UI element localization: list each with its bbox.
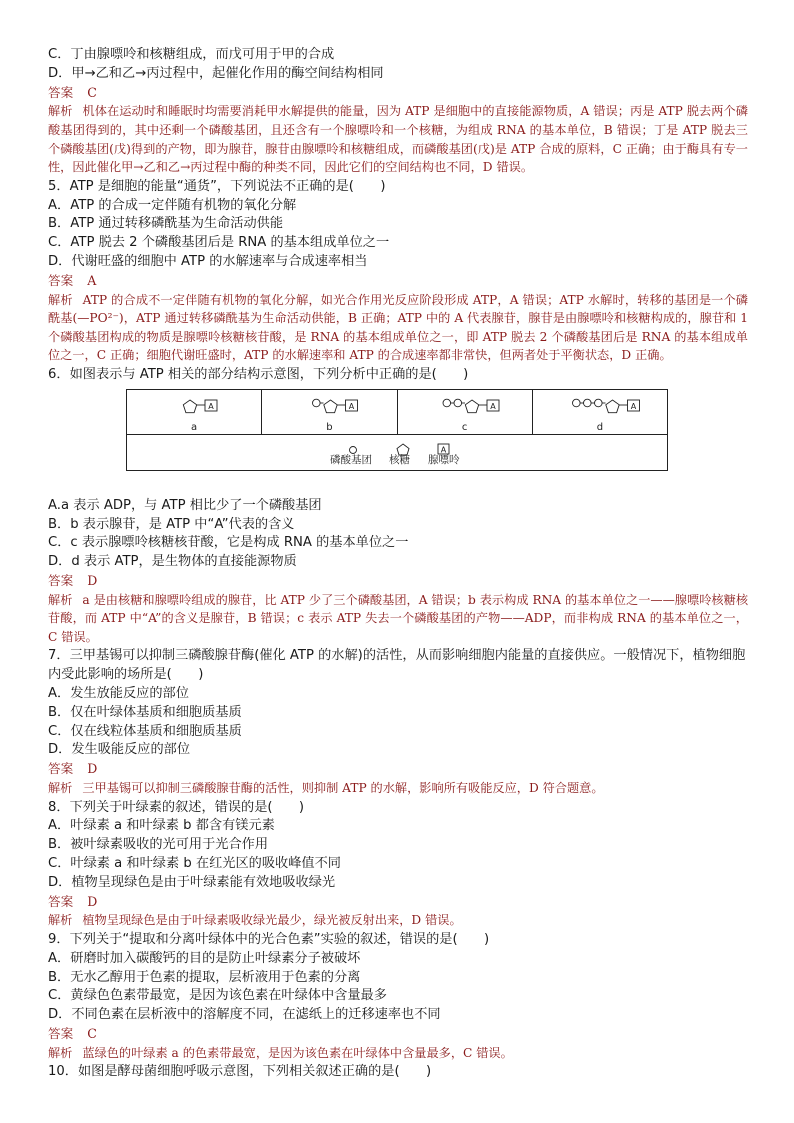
q5-option-d: D．代谢旺盛的细胞中 ATP 的水解速率与合成速率相当 [48, 253, 368, 269]
answer-value: C [87, 84, 97, 100]
answer-label: 答案 [48, 272, 74, 288]
ribose [465, 400, 478, 413]
atp-structure-figure [126, 389, 668, 471]
q7-option-c: C．仅在线粒体基质和细胞质基质 [48, 723, 242, 739]
q5-answer [48, 272, 748, 291]
phosphate-group [572, 399, 580, 407]
structure-label: a [191, 421, 198, 433]
structure-label: c [461, 421, 468, 433]
q6-answer [48, 572, 748, 591]
legend-adenine: 腺嘌呤 [428, 453, 460, 466]
q7-option-d: D．发生吸能反应的部位 [48, 742, 191, 758]
adenine-symbol: A [349, 401, 355, 411]
explanation-label: 解析 [48, 292, 73, 307]
q7-option-b: B．仅在叶绿体基质和细胞质基质 [48, 704, 242, 720]
phosphate-group [313, 399, 321, 407]
answer-value: A [87, 272, 97, 288]
q6-option-a: A.a 表示 ADP，与 ATP 相比少了一个磷酸基团 [48, 497, 322, 513]
phosphate-group [454, 399, 462, 407]
q9-answer [48, 1025, 748, 1044]
explanation-label: 解析 [48, 592, 73, 607]
legend-ribose: 核糖 [389, 453, 410, 466]
ribose [324, 400, 337, 413]
q9-option-a: A．研磨时加入碳酸钙的目的是防止叶绿素分子被破坏 [48, 950, 361, 966]
structure-diagram [533, 393, 667, 423]
q5-option-b: B．ATP 通过转移磷酰基为生命活动供能 [48, 216, 284, 232]
explanation-text: a 是由核糖和腺嘌呤组成的腺苷，比 ATP 少了三个磷酸基团，A 错误；b 表示构成 RNA 的基本单位之一——腺嘌呤核糖核苷酸，而 ATP 中“A”的含义是腺苷，B 错误；c 表示 ATP 失去一个磷酸基团的产物——ADP，而非构成 RNA 的基本单位之一，C 错误。 [48, 592, 749, 644]
adenine-symbol: A [208, 401, 214, 411]
answer-label: 答案 [48, 572, 74, 588]
answer-label: 答案 [48, 893, 74, 909]
q8-option-c: C．叶绿素 a 和叶绿素 b 在红光区的吸收峰值不同 [48, 856, 341, 872]
q5-option-c: C．ATP 脱去 2 个磷酸基团后是 RNA 的基本组成单位之一 [48, 235, 390, 251]
figure-structures-row [127, 390, 667, 435]
structure-cell-d [533, 390, 667, 434]
ribose [606, 400, 619, 413]
document-page [48, 46, 748, 1082]
phosphate-group [594, 399, 602, 407]
q8-option-b: B．被叶绿素吸收的光可用于光合作用 [48, 837, 269, 853]
structure-cell-a [127, 390, 262, 434]
explanation-text: 机体在运动时和睡眠时均需要消耗甲水解提供的能量，因为 ATP 是细胞中的直接能源物质，A 错误；丙是 ATP 脱去两个磷酸基团得到的，其中还剩一个磷酸基团，且还含有一个腺嘌呤和一个核糖，为组成 RNA 的基本单位，B 错误；丁是 ATP 脱去三个磷酸基团(戊)得到的产物，即为腺苷，腺苷由腺嘌呤和核糖组成，而磷酸基团(戊)是 ATP 合成的原料，C 正确；由于酶具有专一性，因此催化甲→乙和乙→丙过程中酶的种类不同，因此它们的空间结构也不同，D 错误。 [48, 104, 748, 175]
phosphate-group [583, 399, 591, 407]
q9-explanation [48, 1044, 748, 1063]
answer-label: 答案 [48, 761, 74, 777]
q6-stem: 6．如图表示与 ATP 相关的部分结构示意图，下列分析中正确的是( ) [48, 366, 469, 382]
explanation-text: 三甲基锡可以抑制三磷酸腺苷酶的活性，则抑制 ATP 的水解，影响所有吸能反应，D 符合题意。 [82, 781, 604, 796]
explanation-label: 解析 [48, 913, 73, 928]
answer-value: D [87, 893, 98, 909]
explanation-label: 解析 [48, 1045, 73, 1060]
q8-stem: 8．下列关于叶绿素的叙述，错误的是( ) [48, 799, 305, 815]
q6-explanation [48, 591, 748, 647]
explanation-text: ATP 的合成不一定伴随有机物的氧化分解，如光合作用光反应阶段形成 ATP，A 错误；ATP 水解时，转移的基团是一个磷酰基(—PO²⁻)，ATP 通过转移磷酰基为生命活动供能，B 正确；ATP 中的 A 代表腺苷，腺苷是由腺嘌呤和核糖构成的，腺苷和 1 个磷酸基团构成的物质是腺嘌呤核糖核苷酸，是 RNA 的基本组成单位之一，即 ATP 脱去 2 个磷酸基团后是 RNA 的基本组成单位之一，C 正确；细胞代谢旺盛时，ATP 的水解速率和 ATP 的合成速率都非常快，但两者处于平衡状态，D 正确。 [48, 292, 748, 363]
q5-explanation [48, 291, 748, 365]
ribose [183, 400, 196, 413]
q10-stem: 10．如图是酵母菌细胞呼吸示意图，下列相关叙述正确的是( ) [48, 1064, 432, 1080]
adenine-symbol: A [630, 401, 636, 411]
q7-option-a: A．发生放能反应的部位 [48, 686, 189, 702]
q8-answer [48, 893, 748, 912]
q7-explanation [48, 779, 748, 798]
q9-option-c: C．黄绿色色素带最宽，是因为该色素在叶绿体中含量最多 [48, 988, 387, 1004]
q9-option-d: D．不同色素在层析液中的溶解度不同，在滤纸上的迁移速率也不同 [48, 1007, 441, 1023]
legend-phosphate: 磷酸基团 [330, 453, 372, 466]
figure-legend [127, 438, 667, 468]
answer-value: D [87, 761, 98, 777]
answer-label: 答案 [48, 84, 74, 100]
answer-value: D [87, 572, 98, 588]
q7-stem: 7．三甲基锡可以抑制三磷酸腺苷酶(催化 ATP 的水解)的活性，从而影响细胞内能量的直接供应。一般情况下，植物细胞内受此影响的场所是( ) [48, 648, 746, 683]
q4-explanation [48, 102, 748, 176]
q4-option-c: C．丁由腺嘌呤和核糖组成，而戊可用于甲的合成 [48, 47, 335, 62]
q5-stem: 5．ATP 是细胞的能量“通货”，下列说法不正确的是( ) [48, 178, 386, 194]
q6-option-d: D．d 表示 ATP，是生物体的直接能源物质 [48, 554, 297, 570]
q8-option-a: A．叶绿素 a 和叶绿素 b 都含有镁元素 [48, 818, 275, 834]
explanation-label: 解析 [48, 781, 73, 796]
structure-label: b [326, 421, 333, 433]
structure-diagram [262, 393, 396, 423]
q4-option-d: D．甲→乙和乙→丙过程中，起催化作用的酶空间结构相同 [48, 65, 384, 81]
q7-answer [48, 760, 748, 779]
phosphate-group [443, 399, 451, 407]
structure-cell-b [262, 390, 397, 434]
structure-diagram [398, 393, 532, 423]
q9-option-b: B．无水乙醇用于色素的提取，层析液用于色素的分离 [48, 969, 361, 985]
answer-value: C [87, 1026, 97, 1042]
adenine-legend-symbol: A [440, 445, 447, 455]
explanation-text: 植物呈现绿色是由于叶绿素吸收绿光最少，绿光被反射出来，D 错误。 [82, 913, 462, 928]
adenine-symbol: A [489, 401, 496, 411]
q8-option-d: D．植物呈现绿色是由于叶绿素能有效地吸收绿光 [48, 874, 336, 890]
structure-diagram [127, 393, 261, 423]
explanation-label: 解析 [48, 104, 73, 119]
q6-option-b: B．b 表示腺苷，是 ATP 中“A”代表的含义 [48, 516, 295, 532]
q9-stem: 9．下列关于“提取和分离叶绿体中的光合色素”实验的叙述，错误的是( ) [48, 932, 490, 948]
explanation-text: 蓝绿色的叶绿素 a 的色素带最宽，是因为该色素在叶绿体中含量最多，C 错误。 [82, 1045, 513, 1060]
q8-explanation [48, 911, 748, 930]
q4-answer [48, 84, 748, 103]
structure-label: d [596, 421, 604, 433]
q5-option-a: A．ATP 的合成一定伴随有机物的氧化分解 [48, 197, 297, 213]
q6-option-c: C．c 表示腺嘌呤核糖核苷酸，它是构成 RNA 的基本单位之一 [48, 535, 409, 551]
answer-label: 答案 [48, 1026, 74, 1042]
structure-cell-c [398, 390, 533, 434]
